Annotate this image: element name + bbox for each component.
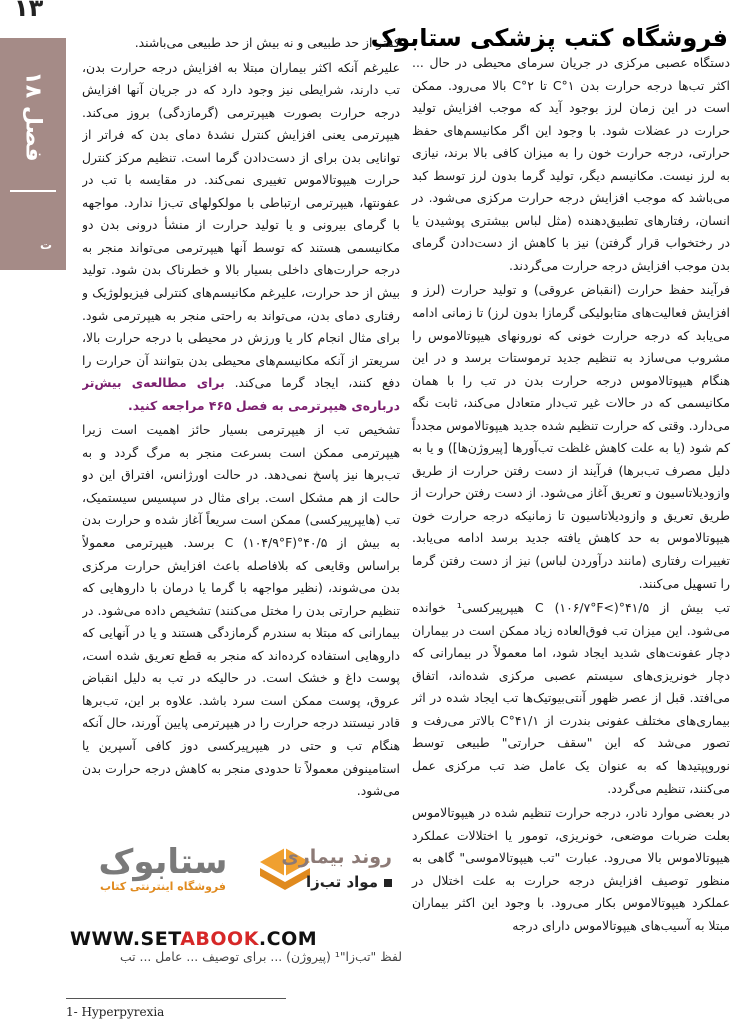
paragraph: تب بیش از ۴۱/۵°C (۱۰۶/۷°F<) هیپرپیرکسی¹ خوانده می‌شود. این میزان تب فوق‌العاده زیاد ممکن است در بیماران دچار عفونت‌های شدید ایجاد شود، اما معمولاً در بیمارانی که دچار خونریزی‌های سیستم عصبی مرکزی شده‌اند، اتفاق می‌افتد. قبل از عصر ظهور آنتی‌بیوتیک‌ها تب ایجاد شده در اثر بیماری‌های مختلف عفونی بندرت از ۴۱/۱°C بالاتر می‌رفت و تصور می‌شد که این "سقف حرارتی" طبیعی توسط نوروپپتیدها که به عنوان یک عامل ضد تب مرکزی عمل می‌کنند، تنظیم می‌گردد.: [412, 600, 730, 796]
website-prefix: WWW.SET: [70, 928, 181, 950]
footnote-rule: [66, 998, 286, 999]
page-number: ۱۳: [14, 0, 44, 22]
website-accent: ABOOK: [180, 928, 259, 950]
paragraph: فرآیند حفظ حرارت (انقباض عروقی) و تولید حرارت (لرز و افزایش فعالیت‌های متابولیکی گرمازا بدون لرز) تا زمانی ادامه می‌یابد که درجه حرارت خونی که نورونهای هیپوتالاموس را مشروب می‌سازد به تنظیم جدید ترموستات برسد و در این هنگام هیپوتالاموس درجه حرارت بدن در تب را با همان مکانیسمی که در حالات غیر تب‌دار متعادل می‌کند، ثابت نگه می‌دارد. وقتی که حرارت تنظیم شده جدید هیپوتالاموس مجدداً کم شود (یا به علت کاهش غلظت تب‌آورها [پیروژن‌ها]) و یا به دلیل مصرف تب‌برها) فرآیند از دست رفتن حرارت از طریق وازودیلاتاسیون و تعریق آغاز می‌شود. از دست رفتن حرارت از طریق تعریق و وازودیلاتاسیون تا زمانیکه درجه حرارت خون هیپوتالاموس به حد کاهش یافته جدید برسد ادامه می‌یابد. تغییرات رفتاری (مانند درآوردن لباس) نیز از دست رفتن گرما را تسهیل می‌کنند.: [412, 282, 730, 591]
paragraph: تشخیص تب از هیپرترمی بسیار حائز اهمیت است زیرا هیپرترمی ممکن است بسرعت منجر به مرگ گردد و به تب‌برها نیز پاسخ نمی‌دهد. در حالت اورژانس، افتراق این دو حالت از هم مشکل است. برای مثال در سپسیس سیستمیک، تب (هایپرپیرکسی) ممکن است سریعاً آغاز شده و حرارت بدن به بیش از ۴۰/۵°C (۱۰۴/۹°F) برسد. هیپرترمی معمولاً براساس وقایعی که بلافاصله باعث افزایش حرارت مرکزی بدن می‌شوند، (نظیر مواجهه با گرما یا درمان با داروهایی که تنظیم حرارتی بدن را مختل می‌کنند) تشخیص داده می‌شود. در بیمارانی که مبتلا به سندرم گرمازدگی هستند و یا در آنهایی که داروهایی استفاده کرده‌اند که منجر به قطع تعریق شده است، پوست داغ و خشک است. در حالیکه در تب به دلیل انقباض عروق، پوست ممکن است سرد باشد. علاوه بر این، تب‌برها قادر نیستند درجه حرارت را در هیپرترمی پایین آورند، حال آنکه هنگام تب و حتی در هیپرپیرکسی دوز کافی آسپرین یا استامینوفن معمولاً تا حدودی منجر به کاهش درجه حرارت بدن می‌شود.: [82, 422, 400, 799]
footnote: 1- Hyperpyrexia: [66, 1005, 165, 1019]
paragraph: دستگاه عصبی مرکزی در جریان سرمای محیطی در حال ... اکثر تب‌ها درجه حرارت بدن ۱°C تا ۲°C بالا می‌رود. ممکن است در این زمان لرز بوجود آید که موجب افزایش تولید حرارت در عضلات شود. با وجود این اگر مکانیسم‌های حفظ حرارتی، درجه حرارت خون را به میزان کافی بالا برند، نیازی به لرز نیست. مکانیسم دیگر، تولید گرما بدون لرز توسط کبد می‌باشد که موجب افزایش درجه حرارت مرکزی می‌شود. در انسان، رفتارهای تطبیق‌دهنده (مثل لباس بیشتری پوشیدن یا در رختخواب قرار گرفتن) نیز با کاهش از دست‌دادن گرمای بدن موجب افزایش درجه حرارت می‌گردند.: [412, 55, 730, 273]
bullet-square-icon: [384, 879, 392, 887]
logo-wordmark: ستابوک: [98, 842, 228, 882]
side-tab-divider: [10, 190, 56, 192]
chapter-label-box: [8, 46, 58, 186]
chapter-label: فصل ۱۸: [20, 70, 46, 162]
paragraph: در بعضی موارد نادر، درجه حرارت تنظیم شده در هیپوتالاموس بعلت ضربات موضعی، خونریزی، تومور یا اختلالات عملکرد هیپوتالاموس بالا می‌رود. عبارت "تب هیپوتالاموسی" گاهی به منظور توصیف افزایش درجه حرارت به علت اختلال در عملکرد هیپوتالاموس بکار می‌رود. با وجود این اکثر بیماران مبتلا به آسیب‌های هیپوتالاموس دارای درجه: [412, 805, 730, 933]
body-line: لفظ "تب‌زا"¹ (پیروژن) ... برای توصیف ... عامل ... تب: [119, 949, 402, 964]
subsection-title: [172, 873, 392, 891]
paragraph: کمتر از حد طبیعی و نه بیش از حد طبیعی می‌باشند.: [134, 35, 400, 50]
side-tab-mark: ت: [40, 238, 53, 252]
left-column: [82, 32, 400, 842]
right-column: [412, 52, 730, 939]
chapter-reference-highlight: برای مطالعه‌ی بیش‌تر درباره‌ی هیپرترمی به فصل ۴۶۵ مراجعه کنید.: [82, 375, 400, 413]
logo-tagline: فروشگاه اینترنتی کتاب: [100, 880, 226, 893]
subsection-title-text: مواد تب‌زا: [305, 873, 378, 891]
website-url: [70, 928, 317, 950]
website-suffix: .COM: [258, 928, 318, 950]
chapter-side-tab: [0, 38, 66, 270]
paragraph-text: علیرغم آنکه اکثر بیماران مبتلا به افزایش درجه حرارت بدن، تب دارند، شرایطی نیز وجود دارد که در جریان آنها افزایش درجه حرارت بصورت هیپرترمی (گرمازدگی) بروز می‌کند. هیپرترمی یعنی افزایش کنترل نشدهٔ دمای بدن که فراتر از توانایی بدن برای از دست‌دادن گرما است. تنظیم مرکز کنترل حرارت هیپوتالاموس تغییری نمی‌کند. در مقایسه با تب در عفونتها، هیپرترمی ارتباطی با مولکولهای تب‌زا ندارد. مواجهه با گرمای بیرونی و یا تولید حرارت از منشأ درونی بدن دو مکانیسمی هستند که توسط آنها هیپرترمی می‌تواند منجر به درجه حرارت‌های داخلی بسیار بالا و خطرناک بدن شود. تولید بیش از حد حرارت، علیرغم مکانیسم‌های کنترلی فیزیولوژیک و رفتاری دمای بدن، می‌تواند به راحتی منجر به هیپرترمی شود. برای مثال انجام کار یا ورزش در محیطی با درجه حرارت بالا، سریعتر از آنکه مکانیسم‌های محیطی بدن بتوانند آن حرارت را دفع کنند، ایجاد گرما می‌کند.: [82, 59, 400, 391]
store-banner-watermark: فروشگاه کتب پزشکی ستابوک: [370, 24, 728, 52]
section-title: روند بیماری: [281, 846, 392, 868]
paragraph: [82, 57, 400, 418]
